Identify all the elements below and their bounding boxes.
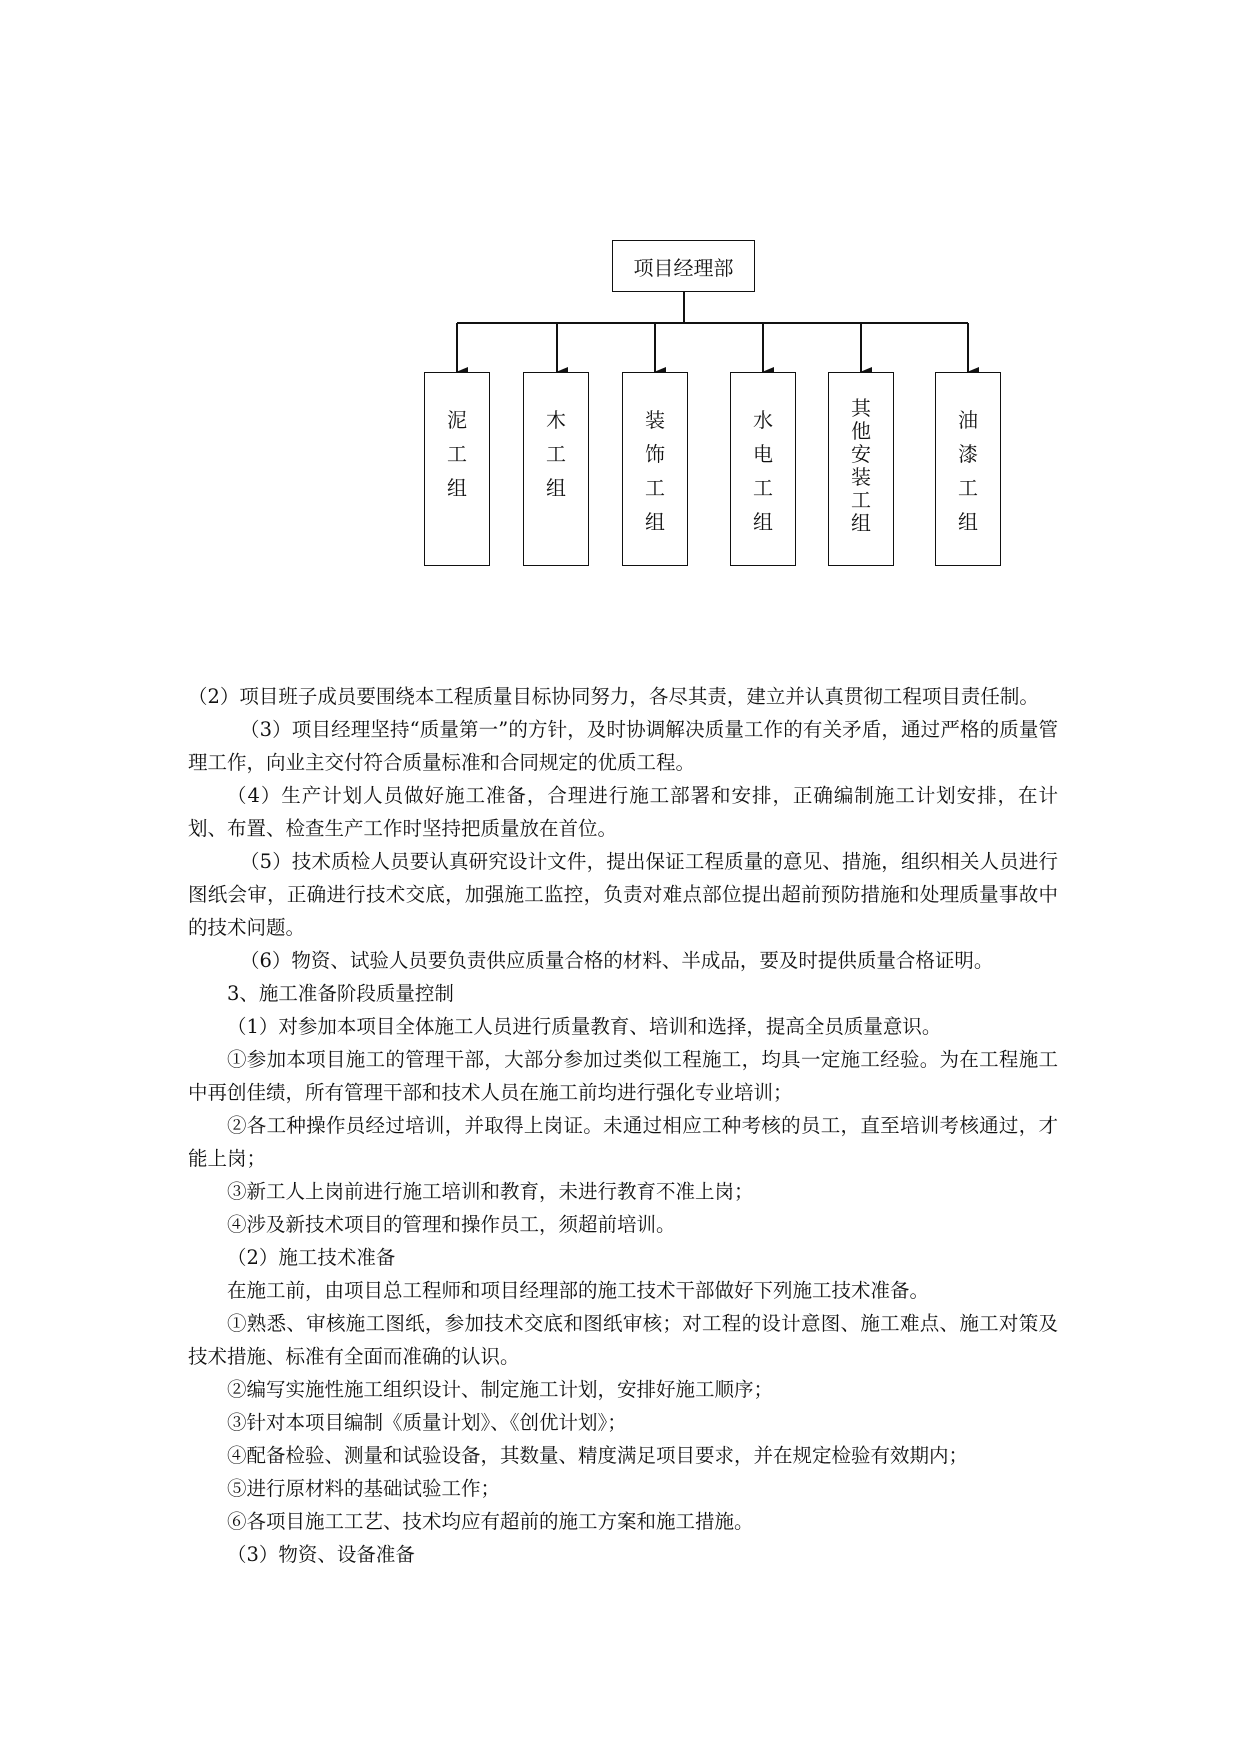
org-group-box-3 (622, 372, 688, 566)
org-group-box-6 (935, 372, 1001, 566)
paragraph-10: 在施工前，由项目总工程师和项目经理部的施工技术干部做好下列施工技术准备。 (227, 1279, 930, 1302)
paragraph-12: ②编写实施性施工组织设计、制定施工计划，安排好施工顺序； (227, 1378, 774, 1401)
org-root-box (612, 240, 755, 292)
org-group-box-4 (730, 372, 796, 566)
org-group-box-1 (424, 372, 490, 566)
org-group-label-3: 装 饰 工 组 (645, 408, 665, 534)
paragraph-5: （6）物资、试验人员要负责供应质量合格的材料、半成品，要及时提供质量合格证明。 (240, 949, 994, 972)
paragraph-7: ②各工种操作员经过培训，并取得上岗证。未通过相应工种考核的员工，直至培训考核通过，才能上岗； (188, 1114, 1058, 1170)
org-chart-connectors (0, 0, 1241, 600)
section-heading-3: 3、施工准备阶段质量控制 (227, 982, 454, 1005)
paragraph-3: （4）生产计划人员做好施工准备，合理进行施工部署和安排，正确编制施工计划安排，在计划、布置、检查生产工作时坚持把质量放在首位。 (188, 784, 1058, 840)
org-group-label-1: 泥 工 组 (447, 408, 467, 500)
paragraph-16: ⑥各项目施工工艺、技术均应有超前的施工方案和施工措施。 (227, 1510, 754, 1533)
org-group-label-5: 其 他 安 装 工 组 (851, 396, 871, 535)
paragraph-1: （2）项目班子成员要围绕本工程质量目标协同努力，各尽其责，建立并认真贯彻工程项目责任制。 (188, 685, 1039, 708)
paragraph-14: ④配备检验、测量和试验设备，其数量、精度满足项目要求，并在规定检验有效期内； (227, 1444, 969, 1467)
org-root-label: 项目经理部 (633, 255, 734, 280)
org-group-label-4: 水 电 工 组 (753, 408, 773, 534)
paragraph-8: ③新工人上岗前进行施工培训和教育，未进行教育不准上岗； (227, 1180, 754, 1203)
org-group-label-2: 木 工 组 (546, 408, 566, 500)
org-chart (0, 0, 1241, 600)
subheading-1: （1）对参加本项目全体施工人员进行质量教育、培训和选择，提高全员质量意识。 (227, 1015, 942, 1038)
paragraph-6: ①参加本项目施工的管理干部，大部分参加过类似工程施工，均具一定施工经验。为在工程施工中再创佳绩，所有管理干部和技术人员在施工前均进行强化专业培训； (188, 1048, 1058, 1104)
org-group-label-6: 油 漆 工 组 (958, 408, 978, 534)
org-group-box-5 (828, 372, 894, 566)
paragraph-9: ④涉及新技术项目的管理和操作员工，须超前培训。 (227, 1213, 676, 1236)
paragraph-4: （5）技术质检人员要认真研究设计文件，提出保证工程质量的意见、措施，组织相关人员进行图纸会审，正确进行技术交底，加强施工监控，负责对难点部位提出超前预防措施和处理质量事故中的技术问题。 (188, 850, 1058, 939)
paragraph-2: （3）项目经理坚持“质量第一”的方针，及时协调解决质量工作的有关矛盾，通过严格的质量管理工作，向业主交付符合质量标准和合同规定的优质工程。 (188, 718, 1058, 774)
subheading-2: （2）施工技术准备 (227, 1246, 396, 1269)
paragraph-15: ⑤进行原材料的基础试验工作； (227, 1477, 501, 1500)
body-text (188, 680, 1058, 1571)
org-group-box-2 (523, 372, 589, 566)
paragraph-11: ①熟悉、审核施工图纸，参加技术交底和图纸审核；对工程的设计意图、施工难点、施工对策及技术措施、标准有全面而准确的认识。 (188, 1312, 1058, 1368)
subheading-3: （3）物资、设备准备 (227, 1543, 415, 1566)
paragraph-13: ③针对本项目编制《质量计划》、《创优计划》； (227, 1411, 627, 1434)
